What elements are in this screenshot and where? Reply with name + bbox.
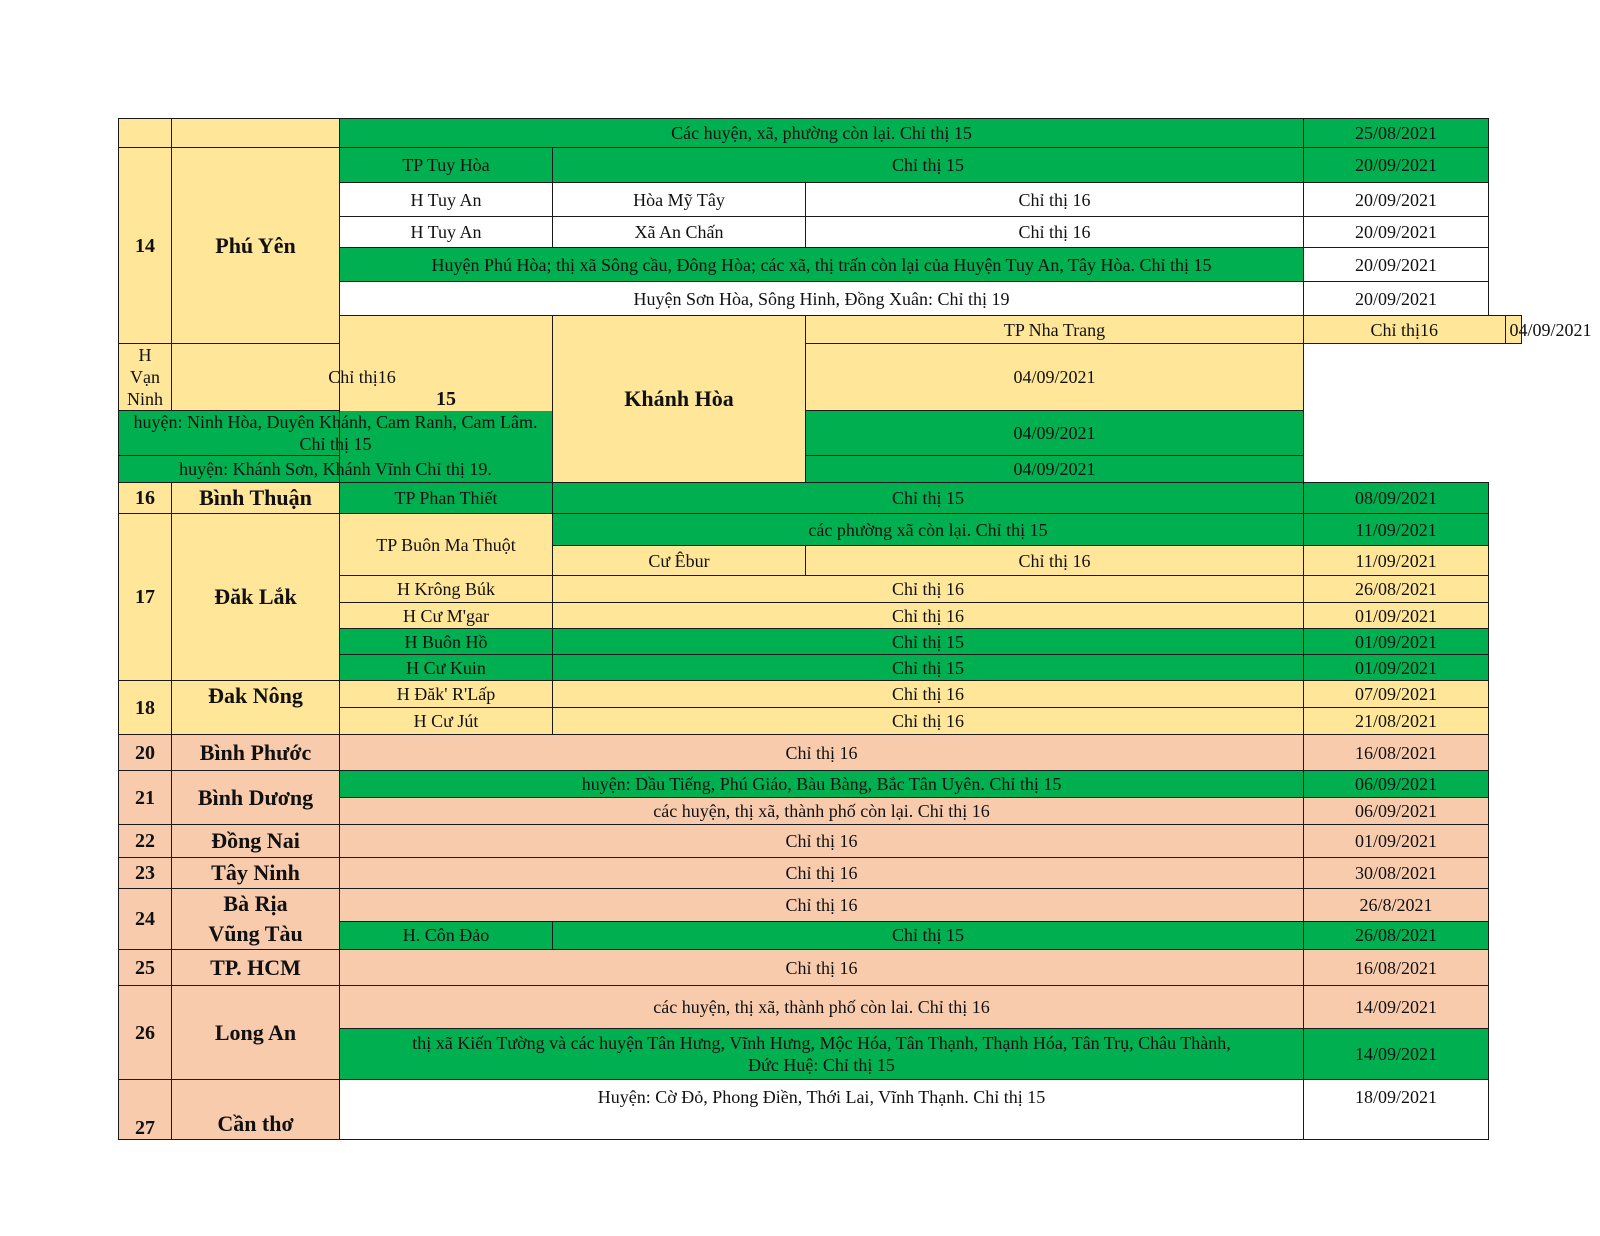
- row-number: 15: [340, 316, 553, 483]
- area-content: Chỉ thị 16: [340, 735, 1304, 771]
- area-name: H Tuy An: [340, 217, 553, 248]
- effective-date: 16/08/2021: [1304, 735, 1489, 771]
- effective-date: 01/09/2021: [1304, 655, 1489, 681]
- table-row: [119, 950, 1522, 986]
- province-name: TP. HCM: [172, 950, 340, 986]
- directive-content: Chỉ thị 16: [553, 681, 1304, 708]
- effective-date: 01/09/2021: [1304, 603, 1489, 629]
- area-content: huyện: Dầu Tiếng, Phú Giáo, Bàu Bàng, Bắc Tân Uyên. Chỉ thị 15: [340, 771, 1304, 798]
- directive-content: Chỉ thị 15: [553, 921, 1304, 949]
- effective-date: 04/09/2021: [806, 411, 1304, 456]
- directive-content: Chỉ thị 16: [806, 546, 1304, 576]
- effective-date: 20/09/2021: [1304, 248, 1489, 282]
- effective-date: 26/8/2021: [1304, 889, 1489, 922]
- effective-date: 08/09/2021: [1304, 483, 1489, 514]
- area-name: TP Buôn Ma Thuột: [340, 514, 553, 576]
- province-name: Cần thơ: [172, 1080, 340, 1140]
- sub-area-name: Hòa Mỹ Tây: [553, 183, 806, 217]
- sub-area-name: Cư Êbur: [553, 546, 806, 576]
- province-name: Tây Ninh: [172, 858, 340, 889]
- effective-date: 18/09/2021: [1304, 1080, 1489, 1140]
- effective-date: 07/09/2021: [1304, 681, 1489, 708]
- effective-date: 16/08/2021: [1304, 950, 1489, 986]
- area-name: H Buôn Hồ: [340, 629, 553, 655]
- area-name: TP Phan Thiết: [340, 483, 553, 514]
- table-row: [119, 735, 1522, 771]
- province-name: Long An: [172, 986, 340, 1080]
- table-row: [119, 681, 1522, 708]
- directive-content: Chỉ thị16: [172, 344, 553, 411]
- table-row: [119, 344, 1522, 411]
- directive-content: Chỉ thị 16: [806, 217, 1304, 248]
- effective-date: 06/09/2021: [1304, 771, 1489, 798]
- table-row: [119, 456, 1522, 483]
- directive-content: Chỉ thị 15: [553, 629, 1304, 655]
- directive-content: Chỉ thị 16: [806, 183, 1304, 217]
- province-name: Đăk Lắk: [172, 514, 340, 681]
- province-name: Phú Yên: [172, 148, 340, 344]
- table-row: [119, 1080, 1522, 1140]
- province-name: Khánh Hòa: [553, 316, 806, 483]
- directive-content: Chỉ thị 15: [553, 483, 1304, 514]
- table-row: [119, 514, 1522, 546]
- row-number: 17: [119, 514, 172, 681]
- area-content: Chỉ thị 16: [340, 950, 1304, 986]
- restriction-table-sheet: [118, 118, 1592, 1139]
- row-number: 18: [119, 681, 172, 735]
- province-name: Đak Nông: [172, 681, 340, 735]
- effective-date: 04/09/2021: [806, 456, 1304, 483]
- province-name: Bình Phước: [172, 735, 340, 771]
- area-content: Huyện Phú Hòa; thị xã Sông cầu, Đông Hòa; các xã, thị trấn còn lại của Huyện Tuy An, Tây Hòa. Chỉ thị 15: [340, 248, 1304, 282]
- effective-date: 20/09/2021: [1304, 282, 1489, 316]
- province-name: Bình Thuận: [172, 483, 340, 514]
- area-name: H Tuy An: [340, 183, 553, 217]
- effective-date: 01/09/2021: [1304, 825, 1489, 858]
- directive-content: Chỉ thị 16: [553, 708, 1304, 735]
- area-name: H Cư Kuin: [340, 655, 553, 681]
- row-number: 25: [119, 950, 172, 986]
- effective-date: 14/09/2021: [1304, 986, 1489, 1029]
- effective-date: 20/09/2021: [1304, 148, 1489, 183]
- directive-content: Chỉ thị 15: [553, 655, 1304, 681]
- effective-date: 26/08/2021: [1304, 921, 1489, 949]
- area-content: thị xã Kiến Tường và các huyện Tân Hưng, Vĩnh Hưng, Mộc Hóa, Tân Thạnh, Thạnh Hóa, Tân Trụ, Châu Thành, Đức Huệ: Chỉ thị 15: [340, 1029, 1304, 1080]
- directive-content: Chỉ thị16: [1304, 316, 1505, 344]
- effective-date: 26/08/2021: [1304, 576, 1489, 603]
- table-row: [119, 858, 1522, 889]
- restriction-table: [118, 118, 1592, 1140]
- directive-content: Chỉ thị 16: [553, 576, 1304, 603]
- directive-content: Chỉ thị 15: [553, 148, 1304, 183]
- directive-content: các phường xã còn lại. Chỉ thị 15: [553, 514, 1304, 546]
- row-number: 20: [119, 735, 172, 771]
- effective-date: 11/09/2021: [1304, 546, 1489, 576]
- area-name: TP Nha Trang: [806, 316, 1304, 344]
- table-row: [119, 148, 1522, 183]
- province-name: Đồng Nai: [172, 825, 340, 858]
- area-name: H Đăk' R'Lấp: [340, 681, 553, 708]
- area-content: Chỉ thị 16: [340, 889, 1304, 922]
- area-content: huyện: Khánh Sơn, Khánh Vĩnh Chỉ thị 19.: [119, 456, 553, 483]
- area-content: các huyện, thị xã, thành phố còn lai. Chỉ thị 16: [340, 986, 1304, 1029]
- directive-content: Chỉ thị 16: [553, 603, 1304, 629]
- row-number: [119, 119, 172, 148]
- effective-date: 04/09/2021: [1505, 316, 1521, 344]
- area-content: Các huyện, xã, phường còn lại. Chỉ thị 15: [340, 119, 1304, 148]
- table-row: [119, 889, 1522, 922]
- row-number: 16: [119, 483, 172, 514]
- area-name: H Cư M'gar: [340, 603, 553, 629]
- row-number: 27: [119, 1080, 172, 1140]
- effective-date: 14/09/2021: [1304, 1029, 1489, 1080]
- row-number: 14: [119, 148, 172, 344]
- area-name: H Cư Jút: [340, 708, 553, 735]
- province-name: [172, 119, 340, 148]
- province-name: Bà Rịa Vũng Tàu: [172, 889, 340, 950]
- effective-date: 06/09/2021: [1304, 798, 1489, 825]
- area-content: Chỉ thị 16: [340, 858, 1304, 889]
- area-name: H. Côn Đảo: [340, 921, 553, 949]
- area-content: Chỉ thị 16: [340, 825, 1304, 858]
- row-number: 24: [119, 889, 172, 950]
- effective-date: 04/09/2021: [806, 344, 1304, 411]
- row-number: 26: [119, 986, 172, 1080]
- area-content: các huyện, thị xã, thành phố còn lại. Chỉ thị 16: [340, 798, 1304, 825]
- table-row: [119, 771, 1522, 798]
- area-name: H Vạn Ninh: [119, 344, 172, 411]
- effective-date: 30/08/2021: [1304, 858, 1489, 889]
- area-content: Huyện Sơn Hòa, Sông Hinh, Đồng Xuân: Chỉ thị 19: [340, 282, 1304, 316]
- table-row: [119, 483, 1522, 514]
- row-number: 21: [119, 771, 172, 825]
- effective-date: 21/08/2021: [1304, 708, 1489, 735]
- table-row: [119, 825, 1522, 858]
- table-row: [119, 119, 1522, 148]
- effective-date: 11/09/2021: [1304, 514, 1489, 546]
- area-name: H Krông Búk: [340, 576, 553, 603]
- area-content: Huyện: Cờ Đỏ, Phong Điền, Thới Lai, Vĩnh Thạnh. Chỉ thị 15: [340, 1080, 1304, 1140]
- effective-date: 01/09/2021: [1304, 629, 1489, 655]
- effective-date: 25/08/2021: [1304, 119, 1489, 148]
- effective-date: 20/09/2021: [1304, 217, 1489, 248]
- table-row: [119, 986, 1522, 1029]
- area-content: huyện: Ninh Hòa, Duyên Khánh, Cam Ranh, Cam Lâm. Chỉ thị 15: [119, 411, 553, 456]
- table-row: [119, 411, 1522, 456]
- sub-area-name: Xã An Chấn: [553, 217, 806, 248]
- row-number: 22: [119, 825, 172, 858]
- row-number: 23: [119, 858, 172, 889]
- effective-date: 20/09/2021: [1304, 183, 1489, 217]
- province-name: Bình Dương: [172, 771, 340, 825]
- area-name: TP Tuy Hòa: [340, 148, 553, 183]
